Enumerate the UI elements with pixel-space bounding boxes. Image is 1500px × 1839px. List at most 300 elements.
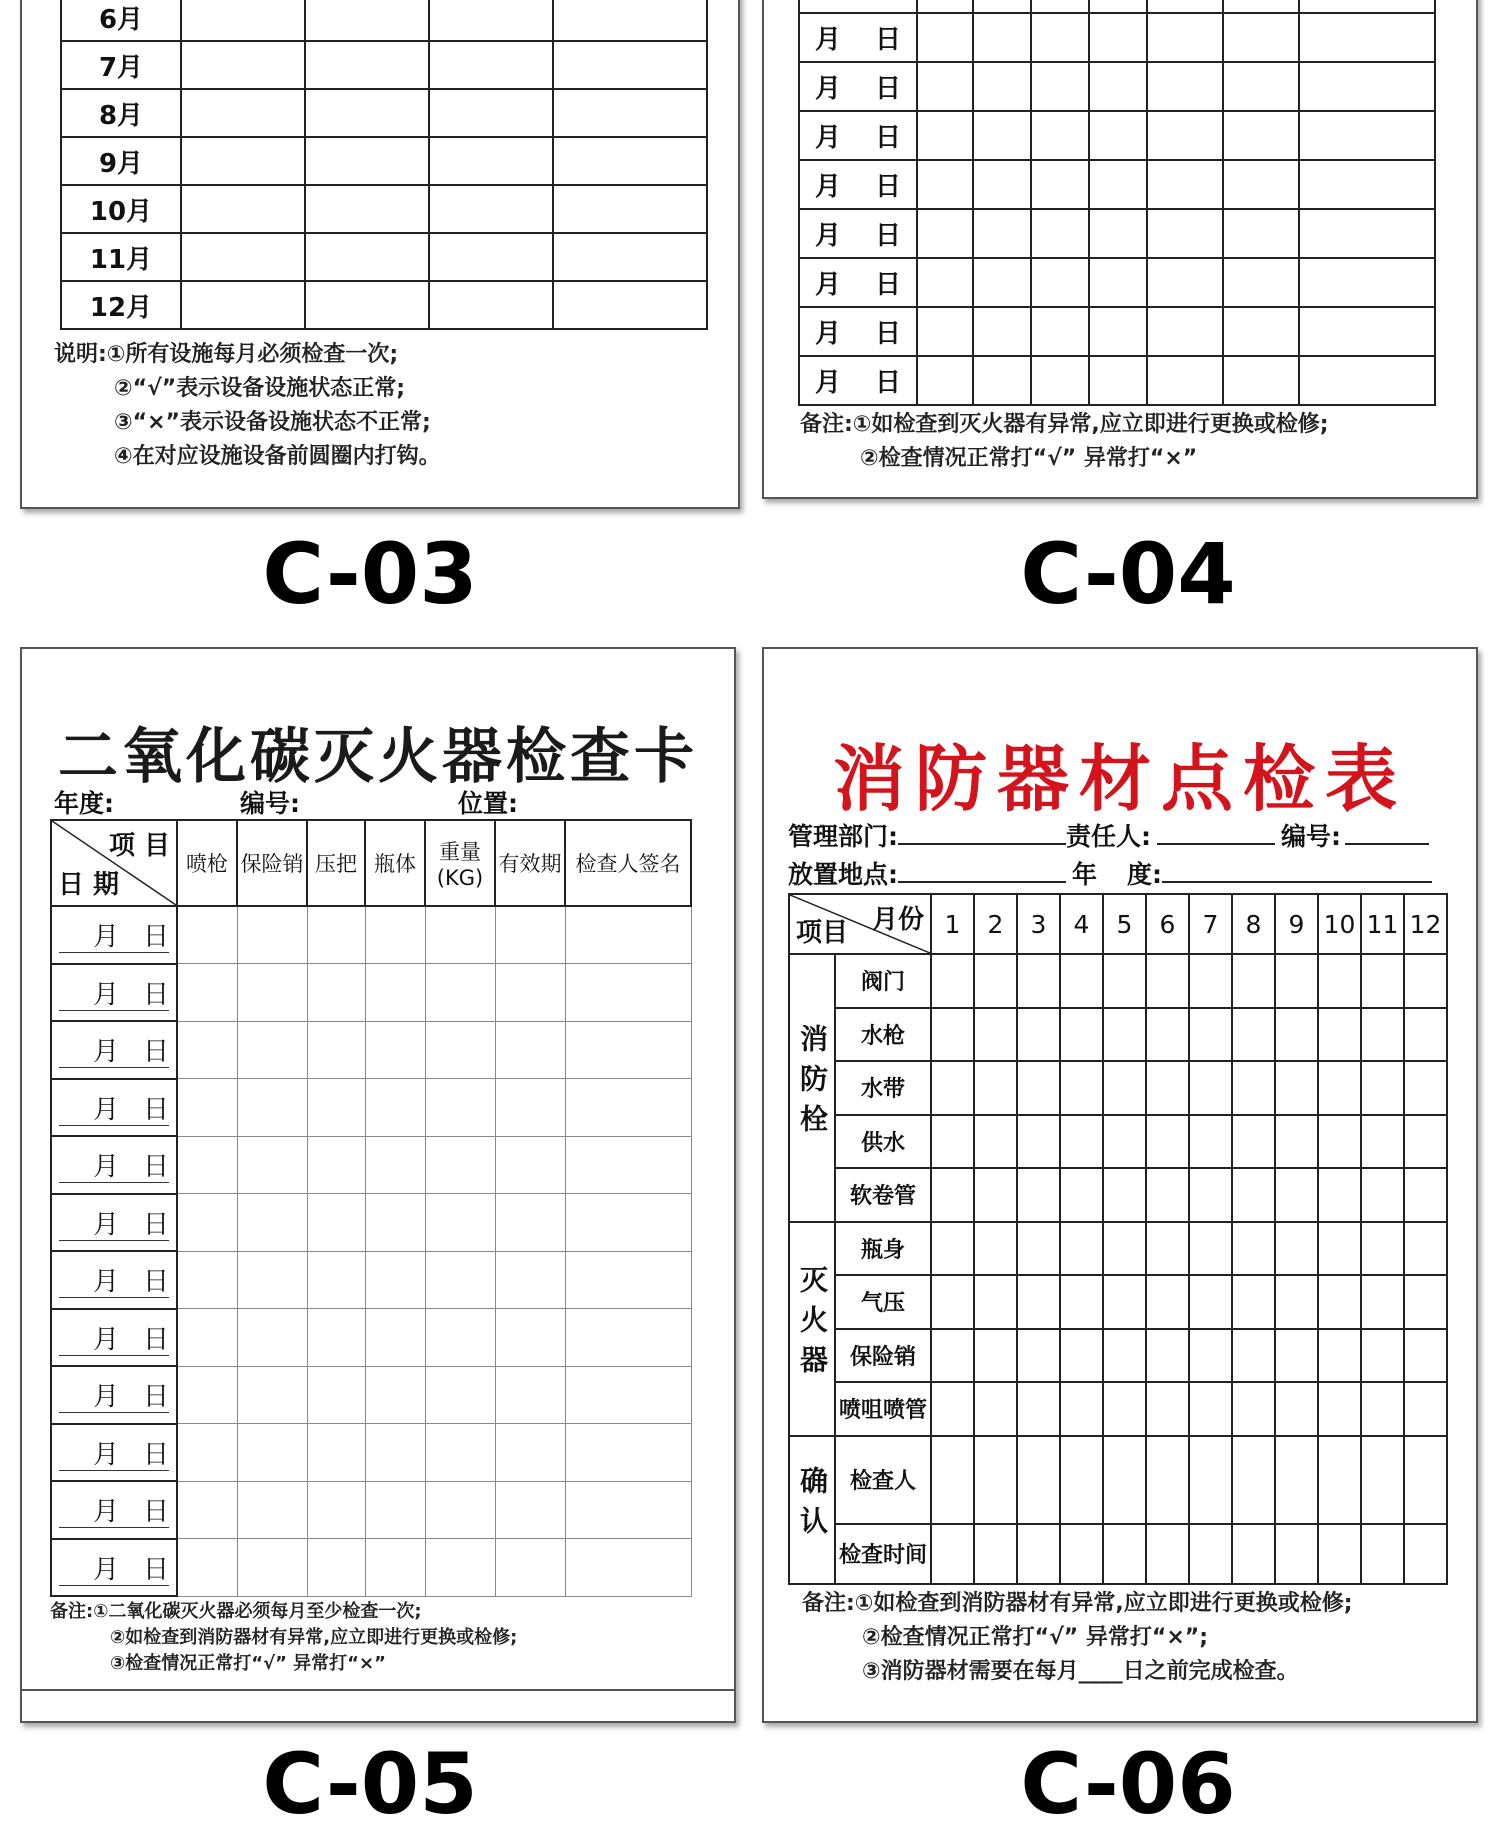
- c06-cell: [1189, 1008, 1232, 1062]
- c05-cell: [237, 1481, 307, 1539]
- card-c05: [20, 647, 736, 1723]
- c03-check-cell: [429, 89, 553, 137]
- c06-month-header: 6: [1146, 894, 1189, 954]
- c04-cell: [917, 0, 973, 13]
- c04-date-cell: [799, 209, 917, 258]
- c04-month-word: 月: [814, 123, 841, 153]
- c05-cell: [495, 1021, 565, 1079]
- c06-cell: [1361, 1329, 1404, 1383]
- c06-cell: [1275, 1524, 1318, 1584]
- c06-cell: [1404, 1382, 1447, 1436]
- c05-cell: [307, 1309, 365, 1367]
- c06-cell: [931, 1222, 974, 1276]
- c03-month-cell: 8月: [61, 89, 181, 137]
- c04-date-cell: [799, 307, 917, 356]
- c06-group-cell: [789, 1436, 835, 1584]
- c06-item-label: 阀门: [835, 954, 931, 1008]
- c05-cell: [425, 1366, 495, 1424]
- c04-day-word: 日: [875, 368, 902, 398]
- c05-cell: [365, 1251, 425, 1309]
- c06-cell: [974, 1222, 1017, 1276]
- table-row: [789, 1168, 1447, 1222]
- c05-date-cell: [51, 1481, 177, 1539]
- c05-cell: [365, 1366, 425, 1424]
- c06-cell: [1404, 1329, 1447, 1383]
- c06-place-label: 放置地点:: [788, 860, 898, 889]
- c06-cell: [1017, 1168, 1060, 1222]
- c06-cell: [974, 1115, 1017, 1169]
- c06-cell: [1017, 1382, 1060, 1436]
- c05-diag-header: [51, 820, 177, 906]
- c06-cell: [1404, 1436, 1447, 1524]
- table-row: [51, 1194, 691, 1252]
- c03-label: C-03: [262, 525, 478, 623]
- c05-cell: [425, 1539, 495, 1597]
- table-row: [51, 1021, 691, 1079]
- c04-cell: [1147, 307, 1223, 356]
- c03-check-cell: [181, 89, 305, 137]
- c06-cell: [1318, 1168, 1361, 1222]
- c06-cell: [1060, 1524, 1103, 1584]
- table-row: [51, 1309, 691, 1367]
- c06-month-header: 5: [1103, 894, 1146, 954]
- c06-cell: [1232, 954, 1275, 1008]
- c06-cell: [1318, 1222, 1361, 1276]
- c03-month-cell: 9月: [61, 137, 181, 185]
- c05-cell: [307, 1481, 365, 1539]
- c05-cell: [177, 1424, 237, 1482]
- c04-cell: [1031, 258, 1089, 307]
- card-c03: [20, 0, 740, 509]
- table-row: [799, 0, 1435, 13]
- c05-cell: [495, 1309, 565, 1367]
- c05-label: C-05: [262, 1735, 478, 1833]
- c05-cell: [365, 1309, 425, 1367]
- c05-date-cell: [51, 1079, 177, 1137]
- c05-day-word: 日: [119, 980, 169, 1011]
- c05-weight-unit: (KG): [436, 866, 484, 890]
- table-row: [789, 1329, 1447, 1383]
- c06-cell: [1103, 954, 1146, 1008]
- c06-meta-row2: [788, 855, 1432, 891]
- c05-cell: [495, 1194, 565, 1252]
- c03-month-cell: 6月: [61, 0, 181, 41]
- c05-cell: [237, 1194, 307, 1252]
- c05-cell: [365, 1539, 425, 1597]
- c04-cell: [1299, 258, 1435, 307]
- c06-cell: [1146, 1115, 1189, 1169]
- c04-cell: [1223, 307, 1299, 356]
- c05-cell: [365, 1021, 425, 1079]
- c06-cell: [1361, 1436, 1404, 1524]
- c06-cell: [1189, 1524, 1232, 1584]
- c04-month-word: 月: [814, 74, 841, 104]
- c05-cell: [307, 1021, 365, 1079]
- table-row: [789, 1115, 1447, 1169]
- c04-cell: [1089, 258, 1147, 307]
- c05-cell: [237, 1366, 307, 1424]
- c04-date-cell: [799, 356, 917, 405]
- c04-cell: [1147, 62, 1223, 111]
- c06-cell: [931, 1329, 974, 1383]
- c03-check-cell: [181, 233, 305, 281]
- c05-date-cell: [51, 1366, 177, 1424]
- c06-cell: [1146, 1061, 1189, 1115]
- c04-cell: [1299, 13, 1435, 62]
- c04-day-word: 日: [875, 319, 902, 349]
- c06-group-cell: [789, 954, 835, 1222]
- c05-cell: [425, 1079, 495, 1137]
- c03-check-cell: [429, 185, 553, 233]
- c03-check-cell: [181, 137, 305, 185]
- c06-note: ③消防器材需要在每月____日之前完成检查。: [862, 1659, 1299, 1684]
- c05-header-row: [51, 820, 691, 906]
- c06-cell: [1017, 1222, 1060, 1276]
- c06-cell: [1232, 1382, 1275, 1436]
- c06-cell: [1275, 1275, 1318, 1329]
- c05-cell: [307, 1424, 365, 1482]
- c06-cell: [1361, 1008, 1404, 1062]
- c05-cell: [177, 1021, 237, 1079]
- c06-header-row: [789, 894, 1447, 954]
- table-row: [61, 137, 707, 185]
- c03-check-cell: [305, 0, 429, 41]
- c04-date-cell: [799, 258, 917, 307]
- c05-cell: [237, 1136, 307, 1194]
- c06-cell: [1103, 1008, 1146, 1062]
- c06-note: 备注:①如检查到消防器材有异常,应立即进行更换或检修;: [802, 1591, 1353, 1616]
- c06-cell: [974, 1008, 1017, 1062]
- table-row: [61, 89, 707, 137]
- c05-cell: [365, 1136, 425, 1194]
- table-row: [51, 1366, 691, 1424]
- c05-date-cell: [51, 1021, 177, 1079]
- c03-check-cell: [181, 41, 305, 89]
- c06-cell: [1146, 1222, 1189, 1276]
- c06-cell: [931, 1524, 974, 1584]
- c06-cell: [974, 954, 1017, 1008]
- c05-diag-top: 项 目: [108, 831, 170, 861]
- c06-cell: [1060, 954, 1103, 1008]
- c04-cell: [1031, 111, 1089, 160]
- table-row: [61, 233, 707, 281]
- c05-cell: [495, 1251, 565, 1309]
- table-row: [799, 258, 1435, 307]
- c04-cell: [1031, 307, 1089, 356]
- c05-note: ②如检查到消防器材有异常,应立即进行更换或检修;: [110, 1627, 518, 1648]
- c06-cell: [1189, 1382, 1232, 1436]
- c03-check-cell: [305, 185, 429, 233]
- c03-check-cell: [305, 281, 429, 329]
- c06-cell: [1404, 1061, 1447, 1115]
- c06-item-label: 保险销: [835, 1329, 931, 1383]
- c06-cell: [1060, 1382, 1103, 1436]
- c05-cell: [495, 1539, 565, 1597]
- table-row: [51, 1481, 691, 1539]
- c04-month-word: 月: [814, 25, 841, 55]
- c06-cell: [1404, 1168, 1447, 1222]
- c04-cell: [1031, 356, 1089, 405]
- c03-check-cell: [553, 233, 707, 281]
- c05-cell: [365, 1079, 425, 1137]
- c04-cell: [973, 13, 1031, 62]
- c04-cell: [1299, 307, 1435, 356]
- c04-cell: [1089, 356, 1147, 405]
- c06-cell: [1146, 954, 1189, 1008]
- c06-cell: [1275, 954, 1318, 1008]
- c06-cell: [1189, 1275, 1232, 1329]
- c06-cell: [1103, 1061, 1146, 1115]
- c06-cell: [931, 954, 974, 1008]
- table-row: [789, 1382, 1447, 1436]
- c06-meta-row1: [788, 817, 1429, 853]
- c04-cell: [1147, 209, 1223, 258]
- c05-cell: [565, 906, 691, 964]
- c06-month-header: 10: [1318, 894, 1361, 954]
- c06-item-label: 软卷管: [835, 1168, 931, 1222]
- c06-cell: [974, 1382, 1017, 1436]
- c05-note: 备注:①二氧化碳灭火器必须每月至少检查一次;: [50, 1601, 422, 1622]
- c03-check-cell: [553, 281, 707, 329]
- c04-date-cell: [799, 13, 917, 62]
- c05-cell: [307, 1251, 365, 1309]
- c04-cell: [1299, 209, 1435, 258]
- c06-month-header: 1: [931, 894, 974, 954]
- table-row: [799, 356, 1435, 405]
- table-row: [51, 1251, 691, 1309]
- c05-date-cell: [51, 906, 177, 964]
- c06-item-label: 气压: [835, 1275, 931, 1329]
- c04-cell: [1089, 307, 1147, 356]
- c04-cell: [917, 258, 973, 307]
- c06-cell: [1318, 1008, 1361, 1062]
- c06-month-header: 3: [1017, 894, 1060, 954]
- c04-cell: [1299, 0, 1435, 13]
- c05-day-word: 日: [119, 1440, 169, 1471]
- table-row: [789, 1275, 1447, 1329]
- c05-note: ③检查情况正常打“√” 异常打“×”: [110, 1653, 386, 1674]
- c05-cell: [565, 1194, 691, 1252]
- c04-cell: [973, 160, 1031, 209]
- c06-cell: [1318, 1436, 1361, 1524]
- c05-cell: [425, 1309, 495, 1367]
- table-row: [61, 185, 707, 233]
- c06-cell: [1017, 1115, 1060, 1169]
- c06-cell: [1404, 1275, 1447, 1329]
- c06-cell: [1275, 1061, 1318, 1115]
- c03-note: 说明:①所有设施每月必须检查一次;: [54, 342, 399, 367]
- c05-month-word: 月: [59, 1267, 119, 1298]
- c06-cell: [1017, 1329, 1060, 1383]
- c06-cell: [931, 1382, 974, 1436]
- c06-cell: [974, 1275, 1017, 1329]
- c06-cell: [1017, 1524, 1060, 1584]
- table-row: [51, 1539, 691, 1597]
- c04-cell: [1089, 13, 1147, 62]
- c05-date-cell: [51, 1539, 177, 1597]
- c05-cell: [307, 1079, 365, 1137]
- c05-cell: [177, 1539, 237, 1597]
- c04-month-word: 月: [814, 221, 841, 251]
- c06-month-header: 8: [1232, 894, 1275, 954]
- c05-month-word: 月: [59, 1152, 119, 1183]
- c05-cell: [237, 1539, 307, 1597]
- c04-label: C-04: [1020, 525, 1236, 623]
- c05-cell: [307, 1366, 365, 1424]
- c03-check-cell: [553, 137, 707, 185]
- c06-cell: [1275, 1382, 1318, 1436]
- c06-cell: [1361, 1275, 1404, 1329]
- c05-cell: [565, 1251, 691, 1309]
- c05-date-cell: [51, 1424, 177, 1482]
- c06-cell: [1017, 954, 1060, 1008]
- c06-cell: [974, 1168, 1017, 1222]
- c06-item-label: 检查人: [835, 1436, 931, 1524]
- c06-cell: [1103, 1329, 1146, 1383]
- c03-check-cell: [429, 0, 553, 41]
- c05-cell: [177, 1194, 237, 1252]
- c04-day-word: 日: [875, 74, 902, 104]
- c05-year-label: 年度:: [54, 789, 114, 818]
- c06-person-label: 责任人:: [1066, 822, 1151, 851]
- c06-cell: [1318, 1524, 1361, 1584]
- c05-cell: [565, 1481, 691, 1539]
- c04-date-cell: [799, 62, 917, 111]
- c05-cell: [177, 1079, 237, 1137]
- c04-cell: [799, 0, 917, 13]
- c03-check-cell: [305, 233, 429, 281]
- c05-table: [50, 819, 692, 1597]
- c06-year-suffix: 度:: [1127, 860, 1163, 889]
- c05-date-cell: [51, 1194, 177, 1252]
- c04-cell: [973, 111, 1031, 160]
- c06-item-label: 检查时间: [835, 1524, 931, 1584]
- c05-cell: [425, 906, 495, 964]
- c05-cell: [237, 1251, 307, 1309]
- table-row: [51, 964, 691, 1022]
- c04-cell: [917, 111, 973, 160]
- c05-cell: [177, 1366, 237, 1424]
- c06-month-header: 7: [1189, 894, 1232, 954]
- c04-cell: [973, 62, 1031, 111]
- c03-check-cell: [553, 41, 707, 89]
- c06-label: C-06: [1020, 1735, 1236, 1833]
- c04-cell: [1223, 209, 1299, 258]
- c04-cell: [917, 62, 973, 111]
- c05-location-label: 位置:: [458, 789, 518, 818]
- c06-cell: [1060, 1168, 1103, 1222]
- c04-day-word: 日: [875, 270, 902, 300]
- c06-cell: [1232, 1329, 1275, 1383]
- c06-cell: [1146, 1329, 1189, 1383]
- c04-cell: [1223, 111, 1299, 160]
- c05-cell: [177, 964, 237, 1022]
- c06-year-label: 年: [1072, 860, 1098, 889]
- c06-cell: [1318, 1329, 1361, 1383]
- c05-day-word: 日: [119, 922, 169, 953]
- c06-item-label: 供水: [835, 1115, 931, 1169]
- table-row: [51, 1079, 691, 1137]
- c06-cell: [1146, 1436, 1189, 1524]
- c04-month-word: 月: [814, 172, 841, 202]
- table-row: [61, 281, 707, 329]
- c06-cell: [1189, 1061, 1232, 1115]
- c06-cell: [1361, 1168, 1404, 1222]
- c05-cell: [237, 1021, 307, 1079]
- c03-check-cell: [429, 41, 553, 89]
- c06-cell: [1404, 1524, 1447, 1584]
- c04-note: 备注:①如检查到灭火器有异常,应立即进行更换或检修;: [800, 412, 1329, 437]
- c05-cell: [307, 1194, 365, 1252]
- c05-column-header: 有效期: [495, 820, 565, 906]
- c05-cell: [425, 1136, 495, 1194]
- c04-day-word: 日: [875, 172, 902, 202]
- c06-cell: [1060, 1329, 1103, 1383]
- c05-cell: [495, 1481, 565, 1539]
- c04-cell: [917, 13, 973, 62]
- c03-note: ②“√”表示设备设施状态正常;: [114, 376, 406, 401]
- c05-column-header: [425, 820, 495, 906]
- c04-cell: [1031, 160, 1089, 209]
- c06-item-label: 喷咀喷管: [835, 1382, 931, 1436]
- c06-cell: [1318, 1115, 1361, 1169]
- c06-cell: [931, 1061, 974, 1115]
- c03-month-cell: 12月: [61, 281, 181, 329]
- c04-cell: [1147, 258, 1223, 307]
- c06-cell: [1060, 1275, 1103, 1329]
- c04-cell: [1147, 13, 1223, 62]
- c06-cell: [1060, 1008, 1103, 1062]
- c04-cell: [973, 307, 1031, 356]
- c05-cell: [237, 1309, 307, 1367]
- c04-notes: [800, 408, 1329, 476]
- c05-weight-label: 重量: [439, 840, 481, 864]
- c06-diag-bottom: 项目: [796, 918, 849, 948]
- c06-cell: [1189, 1115, 1232, 1169]
- table-row: [51, 906, 691, 964]
- c05-date-cell: [51, 1136, 177, 1194]
- c06-cell: [1232, 1008, 1275, 1062]
- c04-cell: [1031, 0, 1089, 13]
- c06-cell: [1232, 1061, 1275, 1115]
- c04-cell: [973, 209, 1031, 258]
- c05-day-word: 日: [119, 1555, 169, 1586]
- c05-day-word: 日: [119, 1095, 169, 1126]
- table-row: [799, 111, 1435, 160]
- table-row: [789, 954, 1447, 1008]
- c06-cell: [1361, 1222, 1404, 1276]
- c06-cell: [1275, 1115, 1318, 1169]
- c06-cell: [1189, 1329, 1232, 1383]
- c06-cell: [1060, 1115, 1103, 1169]
- c06-cell: [1361, 1061, 1404, 1115]
- c06-cell: [1146, 1524, 1189, 1584]
- c06-month-header: 11: [1361, 894, 1404, 954]
- c04-month-word: 月: [814, 270, 841, 300]
- c05-cell: [237, 964, 307, 1022]
- c04-cell: [1147, 160, 1223, 209]
- c05-number-label: 编号:: [240, 789, 300, 818]
- c06-item-label: 瓶身: [835, 1222, 931, 1276]
- c06-group-cell: [789, 1222, 835, 1436]
- c05-cell: [177, 1136, 237, 1194]
- c05-month-word: 月: [59, 1095, 119, 1126]
- c03-note: ③“×”表示设备设施状态不正常;: [114, 410, 431, 435]
- c04-cell: [973, 0, 1031, 13]
- c06-cell: [974, 1436, 1017, 1524]
- c05-cell: [365, 964, 425, 1022]
- c06-cell: [931, 1275, 974, 1329]
